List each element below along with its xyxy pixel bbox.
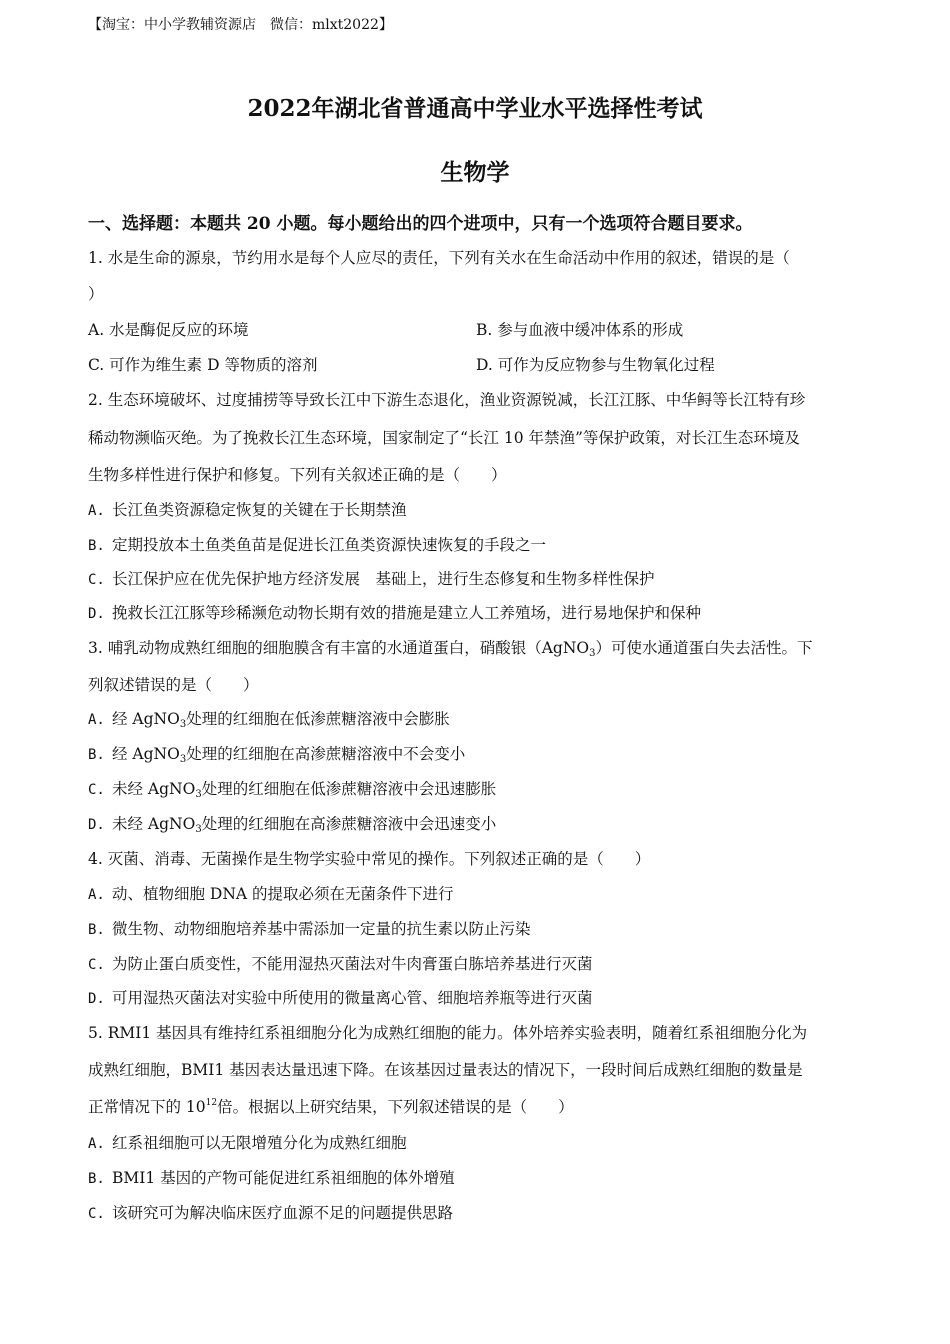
option-text: 动、植物细胞 DNA 的提取必须在无菌条件下进行 (112, 885, 454, 903)
q1-stem-line2: ） (88, 285, 104, 303)
option-text: 微生物、动物细胞培养基中需添加一定量的抗生素以防止污染 (112, 920, 531, 938)
q3-option-d (88, 812, 496, 835)
option-text: 红系祖细胞可以无限增殖分化为成熟红细胞 (112, 1134, 407, 1152)
option-label: C. (88, 782, 105, 798)
subscript: 3 (179, 754, 187, 765)
option-text: 可用湿热灭菌法对实验中所使用的微量离心管、细胞培养瓶等进行灭菌 (112, 989, 593, 1007)
option-label: B. (88, 747, 105, 763)
subject-title: 生物学 (440, 159, 510, 186)
q5-stem-line1: 5. RMI1 基因具有维持红系祖细胞分化为成熟红细胞的能力。体外培养实验表明，随着红系祖细胞分化为 (88, 1024, 808, 1042)
option-label: C. (88, 572, 105, 588)
header-note: 【淘宝：中小学教辅资源店 微信：mlxt2022】 (88, 17, 393, 33)
q5-option-b (88, 1166, 455, 1188)
exam-title: 2022年湖北省普通高中学业水平选择性考试 (247, 95, 703, 122)
option-label: A. (88, 503, 105, 519)
option-text-post: 处理的红细胞在高渗蔗糖溶液中不会变小 (186, 745, 466, 763)
q5-stem-part-a: 正常情况下的 10 (88, 1098, 206, 1116)
q3-option-c (88, 777, 496, 800)
q2-option-d (88, 601, 701, 623)
q2-stem-line1: 2. 生态环境破坏、过度捕捞等导致长江中下游生态退化，渔业资源锐减，长江江豚、中华鲟等长江特有珍 (88, 391, 806, 409)
subscript: 3 (195, 789, 202, 800)
subscript: 3 (179, 719, 187, 730)
subscript: 3 (589, 648, 596, 659)
option-label: B. (88, 1171, 105, 1187)
option-text-pre: 未经 AgNO (112, 815, 196, 833)
q3-stem-line1 (88, 636, 813, 659)
option-text-pre: 未经 AgNO (112, 780, 196, 798)
q3-option-b (88, 742, 465, 765)
q3-stem-part-b: ）可使水通道蛋白失去活性。下 (595, 639, 813, 657)
q1-option-d: D. 可作为反应物参与生物氧化过程 (476, 356, 715, 374)
option-text-post: 处理的红细胞在低渗蔗糖溶液中会膨胀 (186, 710, 450, 728)
q2-stem-line2: 稀动物濒临灭绝。为了挽救长江生态环境，国家制定了“长江 10 年禁渔”等保护政策，对长江生态环境及 (88, 429, 800, 447)
option-label: D. (88, 606, 105, 622)
option-text: 定期投放本土鱼类鱼苗是促进长江鱼类资源快速恢复的手段之一 (112, 536, 547, 554)
q4-option-d (88, 986, 593, 1008)
q2-option-c (88, 567, 655, 589)
option-text: 该研究可为解决临床医疗血源不足的问题提供思路 (112, 1204, 454, 1222)
q1-option-b: B. 参与血液中缓冲体系的形成 (476, 321, 684, 339)
option-text: 挽救长江江豚等珍稀濒危动物长期有效的措施是建立人工养殖场，进行易地保护和保种 (112, 604, 702, 622)
q4-stem-line1: 4. 灭菌、消毒、无菌操作是生物学实验中常见的操作。下列叙述正确的是（ ） (88, 850, 651, 868)
q1-stem-line1: 1. 水是生命的源泉，节约用水是每个人应尽的责任，下列有关水在生命活动中作用的叙述，错误的是（ (88, 249, 790, 267)
option-text-pre: 经 AgNO (112, 745, 180, 763)
q3-option-a (88, 707, 450, 730)
q1-option-c: C. 可作为维生素 D 等物质的溶剂 (88, 356, 318, 374)
option-label: C. (88, 957, 105, 973)
option-text: 为防止蛋白质变性，不能用湿热灭菌法对牛肉膏蛋白胨培养基进行灭菌 (112, 955, 593, 973)
option-text-post: 处理的红细胞在低渗蔗糖溶液中会迅速膨胀 (201, 780, 497, 798)
option-label: B. (88, 922, 105, 938)
option-label: A. (88, 1136, 105, 1152)
q2-stem-line3: 生物多样性进行保护和修复。下列有关叙述正确的是（ ） (88, 466, 507, 484)
superscript: 12 (205, 1098, 218, 1108)
option-text-post: 处理的红细胞在高渗蔗糖溶液中会迅速变小 (201, 815, 497, 833)
q4-option-a (88, 882, 454, 904)
option-label: D. (88, 817, 105, 833)
option-label: B. (88, 538, 105, 554)
q5-stem-line2: 成熟红细胞，BMI1 基因表达量迅速下降。在该基因过量表达的情况下，一段时间后成熟红细胞的数量是 (88, 1061, 803, 1079)
option-label: D. (88, 991, 105, 1007)
q5-stem-line3 (88, 1095, 574, 1117)
q4-option-b (88, 917, 531, 939)
q3-stem-line2: 列叙述错误的是（ ） (88, 676, 259, 694)
option-text-pre: 经 AgNO (112, 710, 180, 728)
q3-stem-part-a: 3. 哺乳动物成熟红细胞的细胞膜含有丰富的水通道蛋白，硝酸银（AgNO (88, 639, 590, 657)
q2-option-a (88, 498, 407, 520)
q5-option-c (88, 1201, 453, 1223)
option-text: 长江鱼类资源稳定恢复的关键在于长期禁渔 (112, 501, 407, 519)
q4-option-c (88, 952, 593, 974)
q5-option-a (88, 1131, 407, 1153)
section-heading: 一、选择题：本题共 20 小题。每小题给出的四个进项中，只有一个选项符合题目要求。 (88, 214, 753, 234)
q5-stem-part-b: 倍。根据以上研究结果，下列叙述错误的是（ ） (217, 1098, 574, 1116)
option-label: A. (88, 712, 105, 728)
q1-option-a: A. 水是酶促反应的环境 (88, 321, 249, 339)
subscript: 3 (195, 824, 202, 835)
q2-option-b (88, 533, 546, 555)
option-label: C. (88, 1206, 105, 1222)
option-text: 长江保护应在优先保护地方经济发展 基础上，进行生态修复和生物多样性保护 (112, 570, 655, 588)
option-text: BMI1 基因的产物可能促进红系祖细胞的体外增殖 (112, 1169, 455, 1187)
option-label: A. (88, 887, 105, 903)
